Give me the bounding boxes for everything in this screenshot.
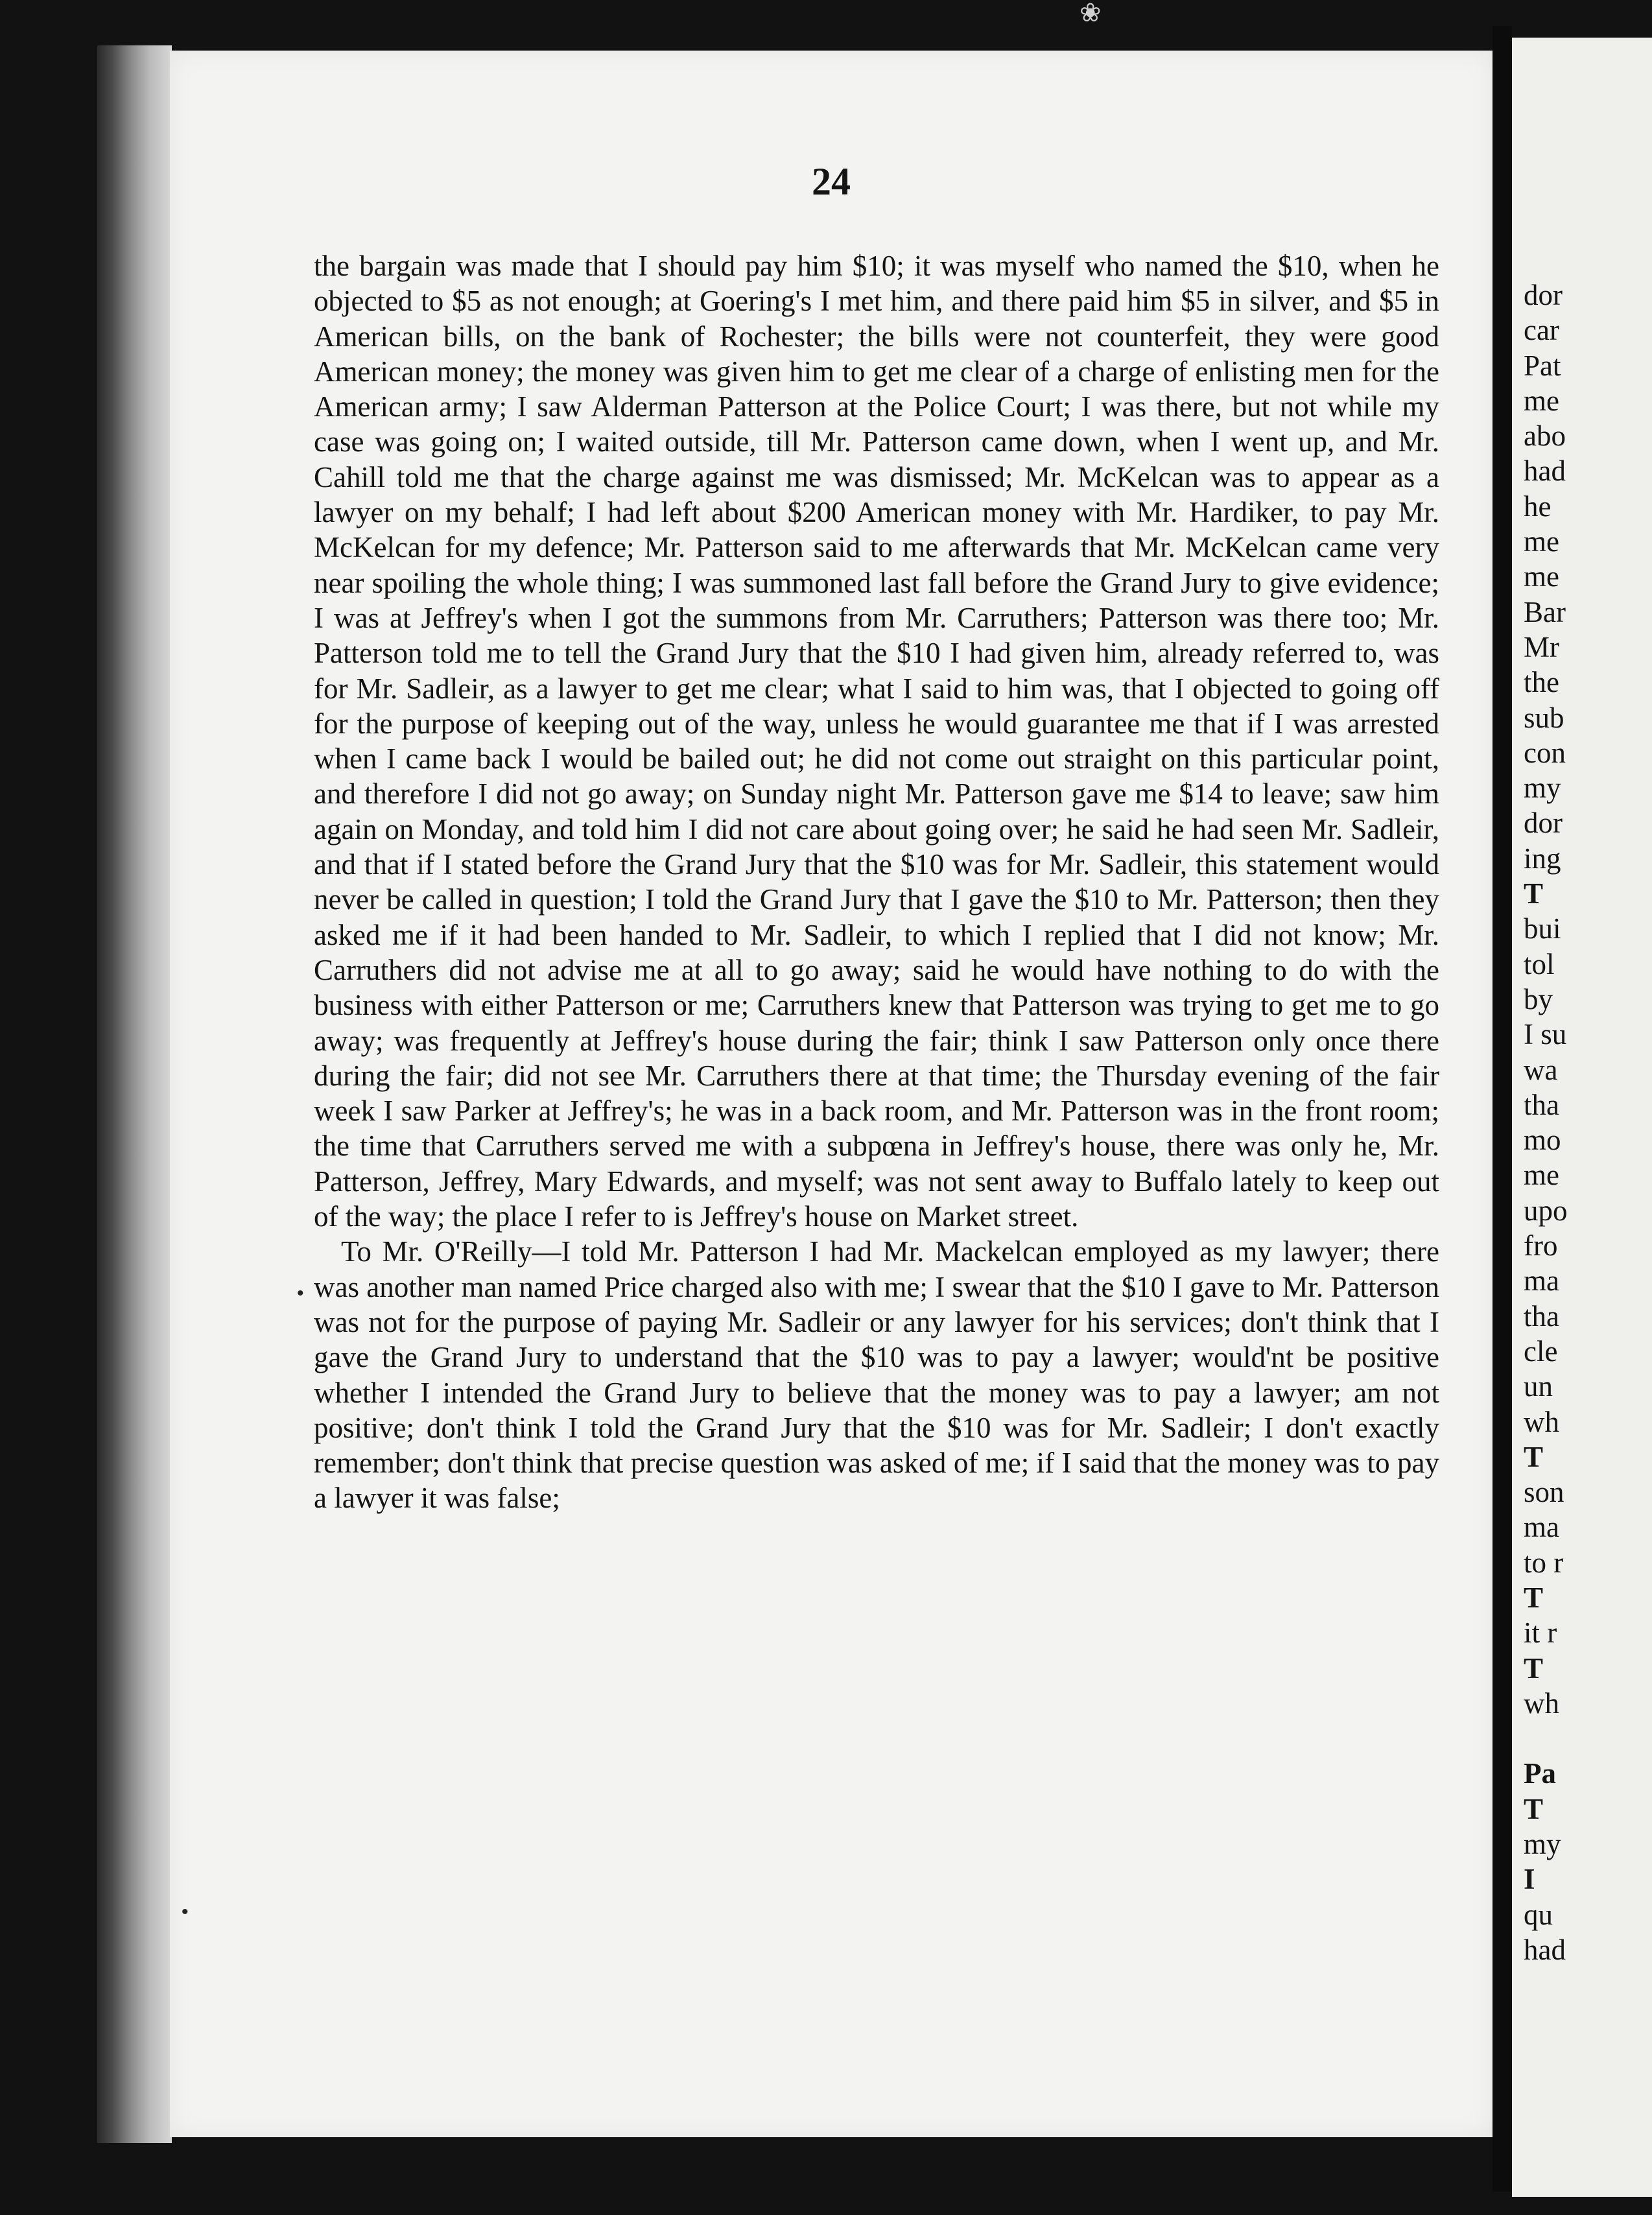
- facing-page-fragment: bui: [1524, 912, 1561, 945]
- facing-page-fragment: mo: [1524, 1124, 1561, 1157]
- facing-page-fragment: I: [1524, 1863, 1535, 1896]
- book-gutter: [1493, 26, 1512, 2192]
- facing-page-text-fragments: [1524, 278, 1652, 1967]
- facing-page-fragment: by: [1524, 982, 1553, 1015]
- facing-page-fragment: [1524, 1721, 1652, 1756]
- facing-page-fragment: me: [1524, 525, 1559, 558]
- facing-page-fragment: me: [1524, 560, 1559, 593]
- paper-fragment-icon: ❀: [1080, 0, 1102, 28]
- facing-page-fragment: tha: [1524, 1088, 1559, 1121]
- facing-page-fragment: car: [1524, 314, 1559, 347]
- facing-page-fragment: con: [1524, 736, 1566, 769]
- facing-page-fragment: wh: [1524, 1687, 1559, 1720]
- facing-page: [1512, 38, 1652, 2197]
- facing-page-fragment: I su: [1524, 1018, 1567, 1051]
- facing-page-fragment: T: [1524, 877, 1544, 910]
- facing-page-fragment: Pa: [1524, 1757, 1556, 1790]
- facing-page-fragment: ma: [1524, 1264, 1559, 1297]
- facing-page-fragment: son: [1524, 1476, 1564, 1509]
- facing-page-fragment: tol: [1524, 947, 1555, 980]
- paragraph-cross-examination: To Mr. O'Reilly—I told Mr. Patterson I had Mr. Mackelcan employed as my lawyer; there was another man named Price charged also with me; I swear that the $10 I gave to Mr. Patterson was not for the purpose of paying Mr. Sadleir or any lawyer for his services; don't think that I gave the Grand Jury to understand that the $10 was to pay a lawyer; would'nt be positive whether I intended the Grand Jury to believe that the money was to pay a lawyer; am not positive; don't think I told the Grand Jury that the $10 was for Mr. Sadleir; I don't exactly remember; don't think that precise question was asked of me; if I said that the money was to pay a lawyer it was false;: [314, 1235, 1439, 1515]
- facing-page-fragment: me: [1524, 384, 1559, 417]
- margin-mark-dot: •: [182, 1901, 189, 1923]
- facing-page-fragment: Pat: [1524, 349, 1561, 382]
- facing-page-fragment: had: [1524, 1933, 1566, 1966]
- facing-page-fragment: un: [1524, 1370, 1553, 1403]
- facing-page-fragment: my: [1524, 1828, 1561, 1861]
- facing-page-fragment: sub: [1524, 701, 1564, 734]
- main-page: [170, 51, 1493, 2137]
- facing-page-fragment: he: [1524, 490, 1552, 523]
- facing-page-fragment: T: [1524, 1440, 1544, 1473]
- facing-page-fragment: fro: [1524, 1229, 1558, 1262]
- facing-page-fragment: had: [1524, 455, 1566, 488]
- facing-page-fragment: ma: [1524, 1511, 1559, 1544]
- facing-page-fragment: wh: [1524, 1405, 1559, 1438]
- facing-page-fragment: me: [1524, 1159, 1559, 1192]
- facing-page-fragment: T: [1524, 1652, 1544, 1685]
- facing-page-fragment: to r: [1524, 1546, 1564, 1579]
- facing-page-fragment: ing: [1524, 842, 1561, 875]
- facing-page-fragment: T: [1524, 1792, 1544, 1825]
- paragraph-testimony: the bargain was made that I should pay him $10; it was myself who named the $10, when he objected to $5 as not enough; at Goering's I met him, and there paid him $5 in silver, and $5 in American bills, on the bank of Rochester; the bills were not counterfeit, they were good American money; the money was given him to get me clear of a charge of enlisting men for the American army; I saw Alderman Patterson at the Police Court; I was there, but not while my case was going on; I waited outside, till Mr. Patterson came down, when I went up, and Mr. Cahill told me that the charge against me was dismissed; Mr. McKelcan was to appear as a lawyer on my behalf; I had left about $200 American money with Mr. Hardiker, to pay Mr. McKelcan for my defence; Mr. Patterson said to me afterwards that Mr. McKelcan came very near spoiling the whole thing; I was summoned last fall before the Grand Jury to give evidence; I was at Jeffrey's when I got the summons from Mr. Carruthers; Patterson was there too; Mr. Patterson told me to tell the Grand Jury that the $10 I had given him, already referred to, was for Mr. Sadleir, as a lawyer to get me clear; what I said to him was, that I objected to going off for the purpose of keeping out of the way, unless he would guarantee me that if I was arrested when I came back I would be bailed out; he did not come out straight on this particular point, and therefore I did not go away; on Sunday night Mr. Patterson gave me $14 to leave; saw him again on Monday, and told him I did not care about going over; he said he had seen Mr. Sadleir, and that if I stated before the Grand Jury that the $10 was for Mr. Sadleir, this statement would never be called in question; I told the Grand Jury that I gave the $10 to Mr. Patterson; then they asked me if it had been handed to Mr. Sadleir, to which I replied that I did not know; Mr. Carruthers did not advise me at all to go away; said he would have nothing to do with the business with either Patterson or me; Carruthers knew that Patterson was trying to get me to go away; was frequently at Jeffrey's house during the fair; think I saw Patterson only once there during the fair; did not see Mr. Carruthers there at that time; the Thursday evening of the fair week I saw Parker at Jeffrey's; he was in a back room, and Mr. Patterson was in the front room; the time that Carruthers served me with a subpœna in Jeffrey's house, there was only he, Mr. Patterson, Jeffrey, Mary Edwards, and myself; was not sent away to Buffalo lately to keep out of the way; the place I refer to is Jeffrey's house on Market street.: [314, 250, 1439, 1233]
- page-number: 24: [812, 160, 851, 203]
- facing-page-fragment: qu: [1524, 1898, 1553, 1931]
- facing-page-fragment: wa: [1524, 1053, 1558, 1086]
- facing-page-fragment: T: [1524, 1581, 1544, 1614]
- facing-page-fragment: dor: [1524, 279, 1563, 311]
- binding-shadow: [97, 45, 172, 2143]
- facing-page-fragment: cle: [1524, 1334, 1558, 1368]
- facing-page-fragment: Mr: [1524, 630, 1559, 663]
- margin-mark-dot: •: [297, 1283, 304, 1304]
- facing-page-fragment: abo: [1524, 420, 1566, 453]
- facing-page-fragment: Bar: [1524, 595, 1566, 628]
- body-text: [314, 248, 1439, 1516]
- facing-page-fragment: the: [1524, 666, 1559, 699]
- facing-page-fragment: my: [1524, 772, 1561, 805]
- facing-page-fragment: it r: [1524, 1617, 1557, 1650]
- facing-page-fragment: tha: [1524, 1299, 1559, 1333]
- facing-page-fragment: dor: [1524, 807, 1563, 840]
- facing-page-fragment: upo: [1524, 1194, 1568, 1227]
